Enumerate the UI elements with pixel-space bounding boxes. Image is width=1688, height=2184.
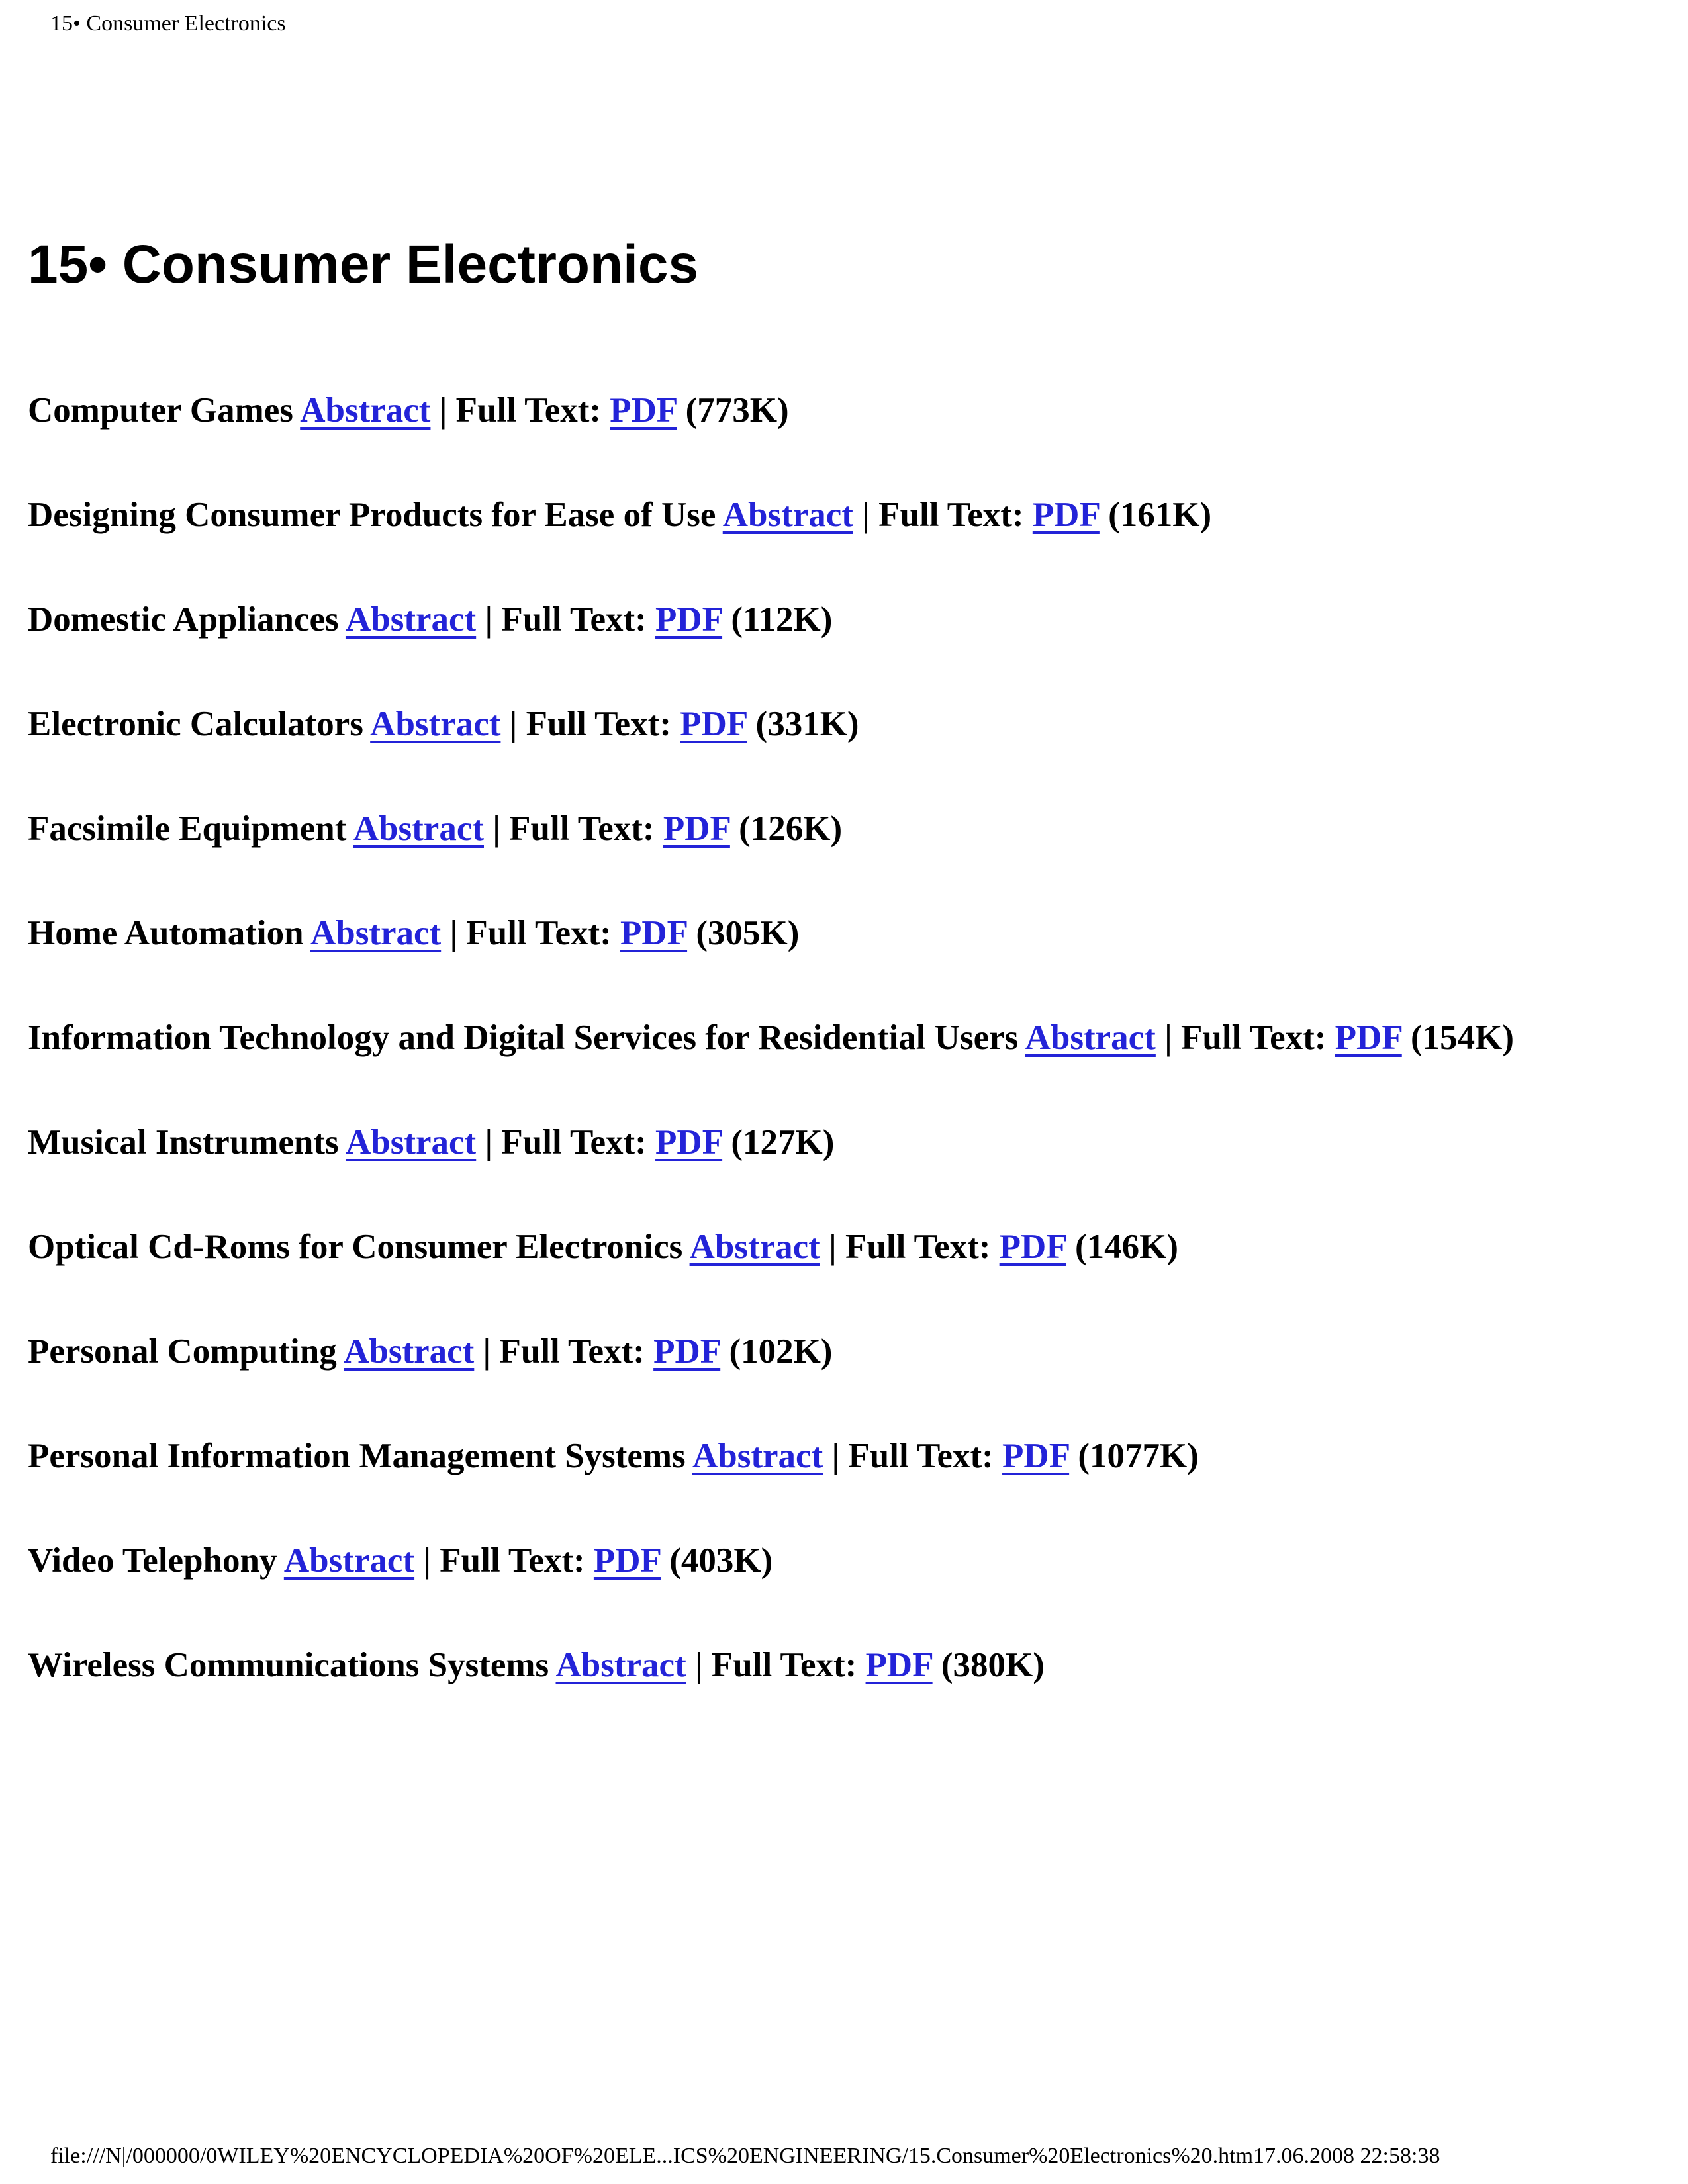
full-text-separator: | Full Text: [492, 809, 655, 848]
abstract-link[interactable]: Abstract [300, 391, 431, 430]
list-item [28, 1535, 1617, 1586]
full-text-separator: | Full Text: [423, 1541, 585, 1580]
pdf-link[interactable]: PDF [663, 809, 730, 848]
pdf-link[interactable]: PDF [653, 1332, 721, 1371]
abstract-link[interactable]: Abstract [689, 1228, 820, 1266]
abstract-link[interactable]: Abstract [353, 809, 484, 848]
full-text-separator: | Full Text: [1164, 1019, 1327, 1057]
full-text-separator: | Full Text: [829, 1228, 991, 1266]
article-title: Wireless Communications Systems [28, 1646, 549, 1684]
full-text-separator: | Full Text: [483, 1332, 645, 1371]
pdf-link[interactable]: PDF [593, 1541, 661, 1580]
abstract-link[interactable]: Abstract [283, 1541, 415, 1580]
abstract-link[interactable]: Abstract [345, 1123, 477, 1161]
list-item [28, 1431, 1617, 1481]
article-title: Information Technology and Digital Services for Residential Users [28, 1019, 1019, 1057]
list-item [28, 1640, 1617, 1690]
abstract-link[interactable]: Abstract [345, 600, 477, 639]
file-size: (1077K) [1078, 1437, 1199, 1475]
article-title: Optical Cd-Roms for Consumer Electronics [28, 1228, 683, 1266]
file-size: (154K) [1410, 1019, 1515, 1057]
article-list [28, 385, 1617, 1745]
list-item [28, 1013, 1617, 1063]
abstract-link[interactable]: Abstract [692, 1437, 823, 1475]
file-size: (126K) [739, 809, 843, 848]
full-text-separator: | Full Text: [449, 914, 612, 952]
file-size: (305K) [696, 914, 800, 952]
full-text-separator: | Full Text: [862, 496, 1024, 534]
list-item [28, 699, 1617, 749]
pdf-link[interactable]: PDF [1032, 496, 1100, 534]
article-title: Video Telephony [28, 1541, 277, 1580]
pdf-link[interactable]: PDF [610, 391, 677, 430]
list-item [28, 1222, 1617, 1272]
pdf-link[interactable]: PDF [680, 705, 747, 743]
file-size: (403K) [669, 1541, 773, 1580]
list-item [28, 594, 1617, 645]
article-title: Computer Games [28, 391, 293, 430]
article-title: Personal Computing [28, 1332, 337, 1371]
article-title: Facsimile Equipment [28, 809, 347, 848]
pdf-link[interactable]: PDF [620, 914, 688, 952]
list-item [28, 385, 1617, 435]
article-title: Designing Consumer Products for Ease of Use [28, 496, 716, 534]
file-size: (380K) [941, 1646, 1045, 1684]
list-item [28, 1326, 1617, 1377]
abstract-link[interactable]: Abstract [370, 705, 501, 743]
full-text-separator: | Full Text: [509, 705, 671, 743]
print-header: 15• Consumer Electronics [50, 11, 286, 36]
full-text-separator: | Full Text: [831, 1437, 994, 1475]
list-item [28, 908, 1617, 958]
abstract-link[interactable]: Abstract [310, 914, 442, 952]
file-size: (127K) [731, 1123, 835, 1161]
abstract-link[interactable]: Abstract [344, 1332, 475, 1371]
pdf-link[interactable]: PDF [1335, 1019, 1402, 1057]
full-text-separator: | Full Text: [485, 600, 647, 639]
abstract-link[interactable]: Abstract [555, 1646, 686, 1684]
page-title: 15• Consumer Electronics [28, 234, 699, 295]
file-size: (146K) [1074, 1228, 1179, 1266]
pdf-link[interactable]: PDF [1002, 1437, 1070, 1475]
article-title: Home Automation [28, 914, 304, 952]
pdf-link[interactable]: PDF [655, 1123, 723, 1161]
file-size: (161K) [1108, 496, 1212, 534]
file-size: (773K) [685, 391, 789, 430]
full-text-separator: | Full Text: [439, 391, 602, 430]
pdf-link[interactable]: PDF [655, 600, 723, 639]
article-title: Electronic Calculators [28, 705, 363, 743]
file-size: (331K) [755, 705, 859, 743]
list-item [28, 490, 1617, 540]
list-item [28, 803, 1617, 854]
file-size: (102K) [729, 1332, 833, 1371]
abstract-link[interactable]: Abstract [722, 496, 853, 534]
article-title: Musical Instruments [28, 1123, 339, 1161]
pdf-link[interactable]: PDF [999, 1228, 1066, 1266]
list-item [28, 1117, 1617, 1167]
print-footer: file:///N|/000000/0WILEY%20ENCYCLOPEDIA%20OF%20ELE...ICS%20ENGINEERING/15.Consumer%20Electronics%20.htm17.06.2008 22:58:38 [50, 2144, 1440, 2168]
full-text-separator: | Full Text: [694, 1646, 857, 1684]
abstract-link[interactable]: Abstract [1025, 1019, 1156, 1057]
full-text-separator: | Full Text: [485, 1123, 647, 1161]
pdf-link[interactable]: PDF [865, 1646, 933, 1684]
file-size: (112K) [731, 600, 833, 639]
article-title: Domestic Appliances [28, 600, 339, 639]
article-title: Personal Information Management Systems [28, 1437, 686, 1475]
